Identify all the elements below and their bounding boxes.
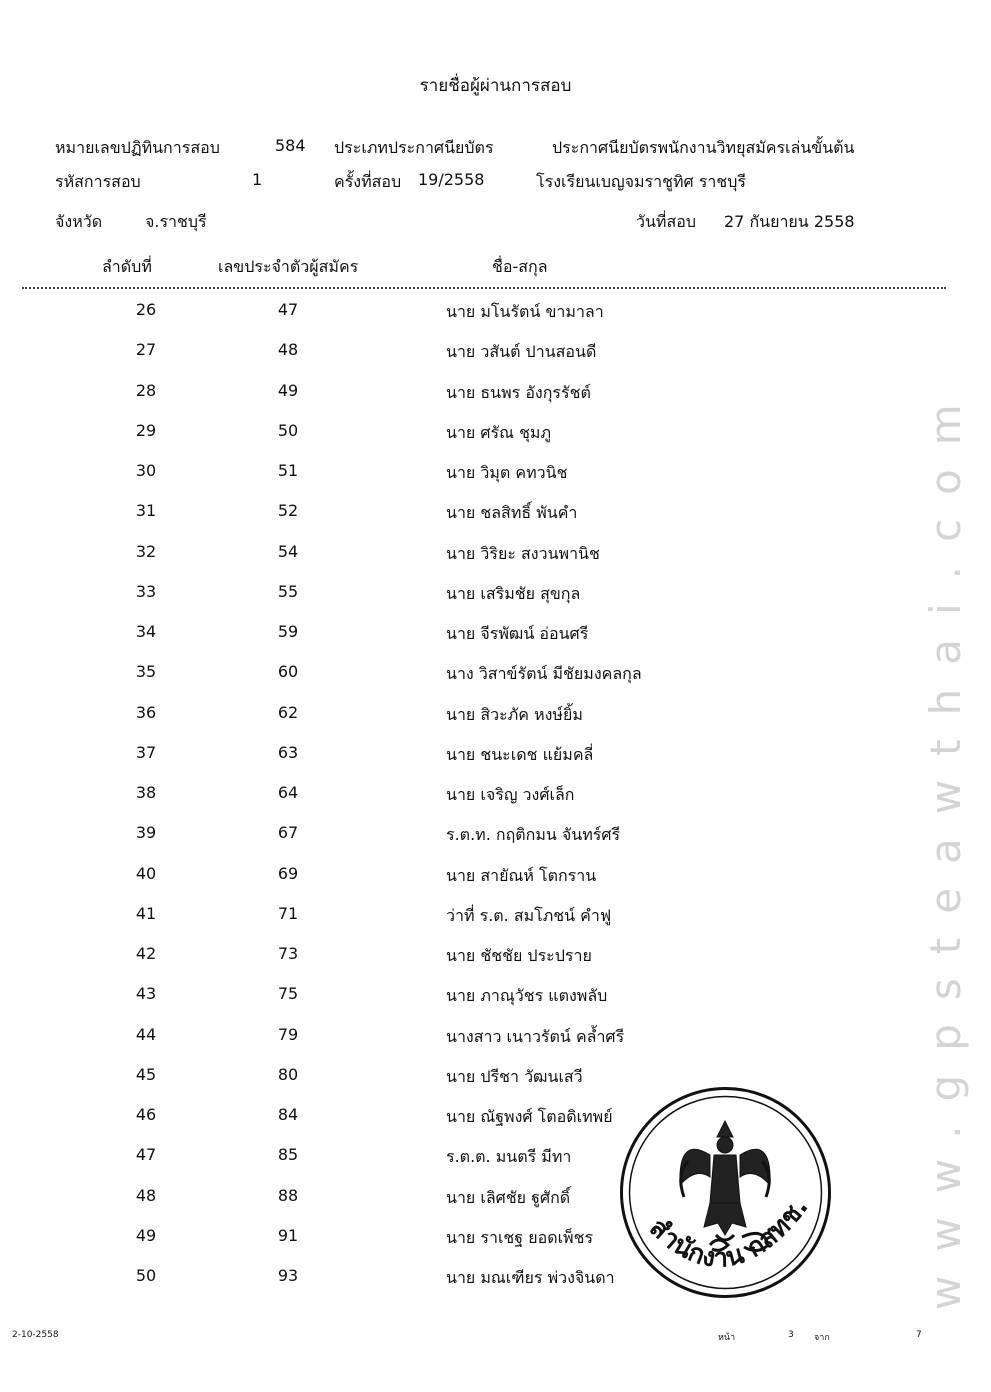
table-row [0, 542, 991, 582]
row-name: ร.ต.ต. มนตรี มีทา [446, 1147, 572, 1167]
row-name: นาย จีรพัฒน์ อ่อนศรี [446, 624, 589, 643]
row-number: 38 [135, 783, 157, 802]
row-name: นาย สายัณห์ โตกราน [446, 865, 597, 885]
row-number: 39 [135, 823, 157, 843]
table-row [0, 904, 991, 944]
row-applicant-id: 54 [277, 541, 299, 561]
of-label: จาก [814, 1333, 830, 1343]
row-number: 46 [135, 1105, 157, 1124]
row-name: นาย ชนะเดช แย้มคลี่ [446, 744, 594, 764]
row-number: 32 [135, 541, 157, 561]
row-name: นาย ราเชฐ ยอดเพ็ชร [446, 1227, 594, 1247]
garuda-emblem-icon [618, 1085, 833, 1300]
row-applicant-id: 69 [277, 863, 299, 883]
row-name: นาง วิสาข์รัตน์ มีชัยมงคลกุล [446, 664, 642, 684]
license-label: หมายเลขปฏิทินการสอบ [55, 138, 220, 157]
row-number: 26 [135, 300, 157, 319]
row-name: ว่าที่ ร.ต. สมโภชน์ คำฟู [446, 905, 612, 925]
column-header-applicant-id: เลขประจำตัวผู้สมัคร [218, 257, 359, 276]
row-name: นาย ธนพร อังกุรรัชต์ [446, 382, 591, 402]
table-row [0, 783, 991, 823]
row-name: นาย ปรีชา วัฒนเสวี [446, 1066, 583, 1086]
exam-date-value: 27 กันยายน 2558 [724, 212, 855, 231]
table-row [0, 421, 991, 461]
row-name: นาย เลิศชัย ฐูศักดิ์ [446, 1187, 571, 1207]
table-row [0, 501, 991, 541]
row-number: 40 [135, 863, 157, 883]
official-seal [618, 1085, 833, 1300]
table-row [0, 1065, 991, 1105]
table-row [0, 1025, 991, 1065]
page-label: หน้า [718, 1333, 736, 1343]
row-number: 35 [135, 662, 157, 682]
row-applicant-id: 55 [277, 581, 299, 601]
row-number: 37 [135, 742, 157, 762]
row-applicant-id: 50 [277, 420, 299, 440]
watermark-text: www.gpsteawthai.com [921, 380, 970, 1310]
row-number: 31 [135, 501, 157, 521]
row-applicant-id: 71 [277, 903, 299, 923]
row-name: นางสาว เนาวรัตน์ คล้ำศรี [446, 1026, 625, 1046]
row-applicant-id: 75 [277, 984, 299, 1004]
row-applicant-id: 49 [277, 380, 299, 400]
row-name: นาย ชลสิทธิ์ พันคำ [446, 503, 578, 523]
row-applicant-id: 88 [277, 1185, 299, 1205]
row-name: นาย วสันต์ ปานสอนดี [446, 342, 597, 362]
print-date: 2-10-2558 [12, 1330, 59, 1340]
row-number: 49 [135, 1225, 157, 1245]
row-number: 43 [135, 984, 157, 1004]
table-row [0, 461, 991, 501]
row-applicant-id: 64 [277, 783, 299, 802]
table-row [0, 743, 991, 783]
website-watermark [921, 60, 990, 1320]
exam-code-label: รหัสการสอบ [55, 172, 141, 191]
page-total: 7 [916, 1330, 922, 1340]
row-name: ร.ต.ท. กฤติกมน จันทร์ศรี [446, 825, 621, 845]
cert-type-label: ประเภทประกาศนียบัตร [334, 138, 494, 157]
row-name: นาย ณัฐพงศ์ โตอดิเทพย์ [446, 1107, 613, 1126]
row-number: 29 [135, 420, 157, 440]
table-row [0, 1226, 991, 1266]
row-applicant-id: 60 [277, 662, 299, 682]
row-number: 28 [135, 380, 157, 400]
row-name: นาย มณเฑียร พ่วงจินดา [446, 1268, 615, 1287]
row-number: 45 [135, 1064, 157, 1084]
row-applicant-id: 73 [277, 944, 299, 963]
row-applicant-id: 63 [277, 742, 299, 762]
row-applicant-id: 91 [277, 1225, 299, 1245]
row-applicant-id: 59 [277, 622, 299, 641]
row-number: 30 [135, 461, 157, 480]
table-row [0, 340, 991, 380]
row-name: นาย วิริยะ สงวนพานิช [446, 543, 600, 563]
row-name: นาย ศรัณ ชุมภู [446, 422, 552, 442]
row-applicant-id: 79 [277, 1024, 299, 1044]
row-number: 44 [135, 1024, 157, 1044]
column-header-no: ลำดับที่ [102, 257, 152, 276]
row-applicant-id: 48 [277, 340, 299, 360]
row-number: 47 [135, 1145, 157, 1165]
cert-type-value: ประกาศนียบัตรพนักงานวิทยุสมัครเล่นขั้นต้น [552, 138, 855, 157]
column-header-name: ชื่อ-สกุล [492, 257, 548, 276]
row-name: นาย ชัชชัย ประปราย [446, 946, 592, 965]
round-value: 19/2558 [418, 170, 485, 189]
table-row [0, 1186, 991, 1226]
table-row [0, 1105, 991, 1145]
row-number: 36 [135, 702, 157, 722]
table-row [0, 300, 991, 340]
round-label: ครั้งที่สอบ [334, 172, 402, 191]
row-number: 27 [135, 340, 157, 360]
row-number: 33 [135, 581, 157, 601]
row-applicant-id: 84 [277, 1105, 299, 1124]
exam-code-value: 1 [252, 170, 263, 189]
row-applicant-id: 93 [277, 1266, 299, 1285]
row-number: 48 [135, 1185, 157, 1205]
province-label: จังหวัด [55, 212, 103, 231]
row-name: นาย มโนรัตน์ ขามาลา [446, 302, 604, 321]
row-name: นาย วิมุต คทวนิช [446, 463, 568, 482]
page-number: 3 [788, 1330, 794, 1340]
table-row [0, 703, 991, 743]
seal-text: สำนักงาน กสทช. [643, 1192, 815, 1274]
table-row [0, 381, 991, 421]
province-value: จ.ราชบุรี [145, 212, 207, 231]
table-row [0, 944, 991, 984]
row-number: 50 [135, 1266, 157, 1285]
document-title: รายชื่อผู้ผ่านการสอบ [419, 76, 572, 96]
row-name: นาย ภาณุวัชร แตงพลับ [446, 986, 608, 1006]
row-applicant-id: 80 [277, 1064, 299, 1084]
table-row [0, 864, 991, 904]
row-applicant-id: 47 [277, 300, 299, 319]
header-divider [22, 287, 946, 289]
table-row [0, 582, 991, 622]
row-number: 41 [135, 903, 157, 923]
table-row [0, 662, 991, 702]
venue: โรงเรียนเบญจมราชูทิศ ราชบุรี [536, 172, 746, 191]
row-applicant-id: 85 [277, 1145, 299, 1165]
row-name: นาย เสริมชัย สุขกุล [446, 583, 581, 603]
license-value: 584 [275, 136, 306, 155]
row-applicant-id: 51 [277, 461, 299, 480]
table-row [0, 984, 991, 1024]
table-row [0, 1266, 991, 1306]
table-row [0, 1145, 991, 1185]
row-applicant-id: 67 [277, 823, 299, 843]
table-row [0, 823, 991, 863]
row-number: 42 [135, 944, 157, 963]
row-applicant-id: 52 [277, 501, 299, 521]
row-applicant-id: 62 [277, 702, 299, 722]
exam-date-label: วันที่สอบ [636, 212, 696, 231]
row-name: นาย สิวะภัค หงษ์ยิ้ม [446, 704, 583, 724]
table-row [0, 622, 991, 662]
row-name: นาย เจริญ วงศ์เล็ก [446, 785, 575, 804]
row-number: 34 [135, 622, 157, 641]
